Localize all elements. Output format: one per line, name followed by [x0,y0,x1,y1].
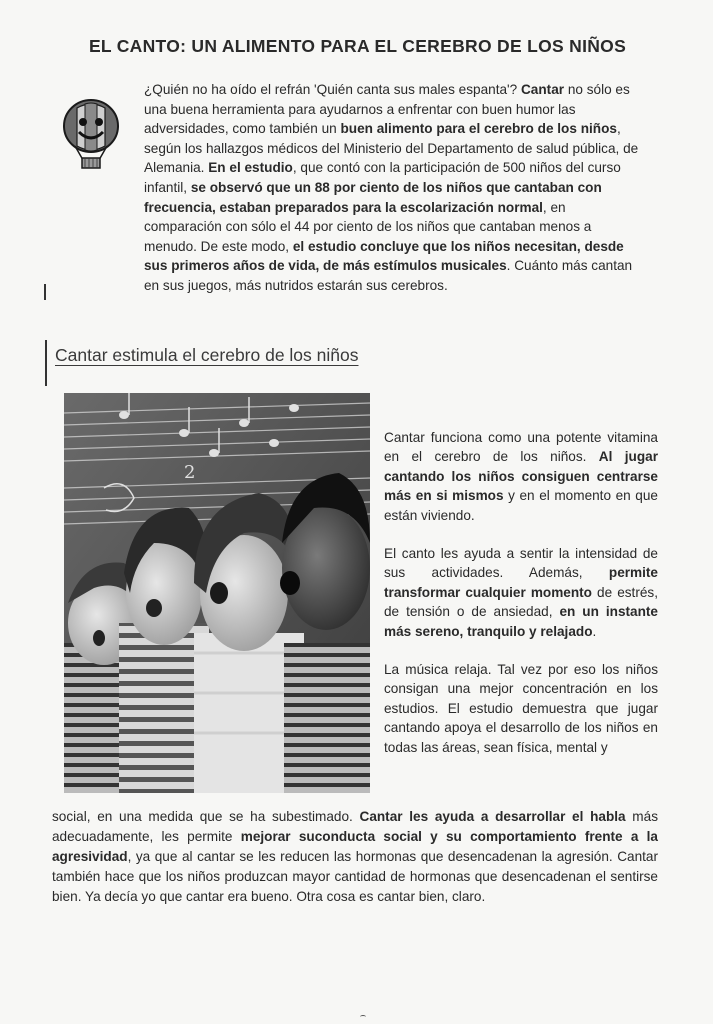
bold-text: En el estudio [208,160,293,176]
text-run: . Cuánto más cantan en sus juegos, más nutridos estarán sus cerebros. [144,258,633,293]
text-run: social, en una medida que se ha subestimado. [52,809,360,824]
intro-paragraph [58,80,643,296]
page-title: EL CANTO: UN ALIMENTO PARA EL CEREBRO DE LOS NIÑOS [88,36,627,56]
bold-text: en un instante más sereno, tranquilo y relajado [384,604,658,639]
paragraph [384,660,658,757]
text-run: de estrés, de tensión o de ansiedad, [384,584,658,620]
text-run: ¿Quién no ha oído el refrán 'Quién canta sus males espanta'? [144,82,521,97]
text-run: El canto les ayuda a sentir la intensidad de sus actividades. Además, [384,546,658,581]
text-run: , según los hallazgos médicos del Ministerio del Departamento de salud pública, de Alemania. [144,121,639,176]
text-run: , ya que al cantar se les reducen las hormonas que desencadenan la agresión. Cantar también hace que los niños produzcan mayor cantidad de hormonas que desencadenan el sentirse bien. Ya decía yo que cantar era bueno. Otra cosa es cantar bien, claro. [52,849,658,904]
closing-paragraph [52,807,658,907]
paragraph [384,544,658,641]
text-run: La música relaja. Tal vez por eso los niños consigan una mejor concentración en los estudios. El estudio demuestra que jugar cantando apoya el desarrollo de los niños en todas las áreas, sean física, mental y [384,662,658,755]
text-run: . [592,623,597,639]
text-run: no sólo es una buena herramienta para ayudarnos a enfrentar con buen humor las adversidades, como también un [144,82,630,137]
bold-text: mejorar suconducta social y su comportamiento frente a la agresividad [52,829,658,864]
scan-speck [360,1015,366,1019]
svg-text:2: 2 [184,462,196,483]
text-run: , que contó con la participación de 500 niños del curso infantil, [144,160,621,195]
margin-mark [45,340,47,386]
bold-text: Al jugar cantando los niños consiguen centrarse más en si mismos [384,449,658,504]
section-heading: Cantar estimula el cerebro de los niños [55,345,359,365]
bold-text: permite transformar cualquier momento [384,565,658,600]
children-singing-photo [64,393,370,793]
text-run: más adecuadamente, les permite [52,809,658,844]
text-run: , en comparación con sólo el 44 por ciento de los niños que cantaban menos a menudo. De este modo, [144,199,592,254]
bold-text: Cantar les ayuda a desarrollar el habla [359,809,626,824]
right-column [384,428,658,757]
bold-text: el estudio concluye que los niños necesitan, desde sus primeros años de vida, de más estímulos musicales [144,238,624,274]
margin-mark [44,284,46,300]
text-run: Cantar funciona como una potente vitamina en el cerebro de los niños. [384,430,658,465]
paragraph [384,428,658,525]
text-run: y en el momento en que están viviendo. [384,488,658,523]
bold-text: buen alimento para el cerebro de los niños [340,121,617,137]
bold-text: Cantar [520,82,565,97]
bold-text: se observó que un 88 por ciento de los niños que cantaban con frecuencia, estaban preparados para la escolarización normal [144,179,602,215]
